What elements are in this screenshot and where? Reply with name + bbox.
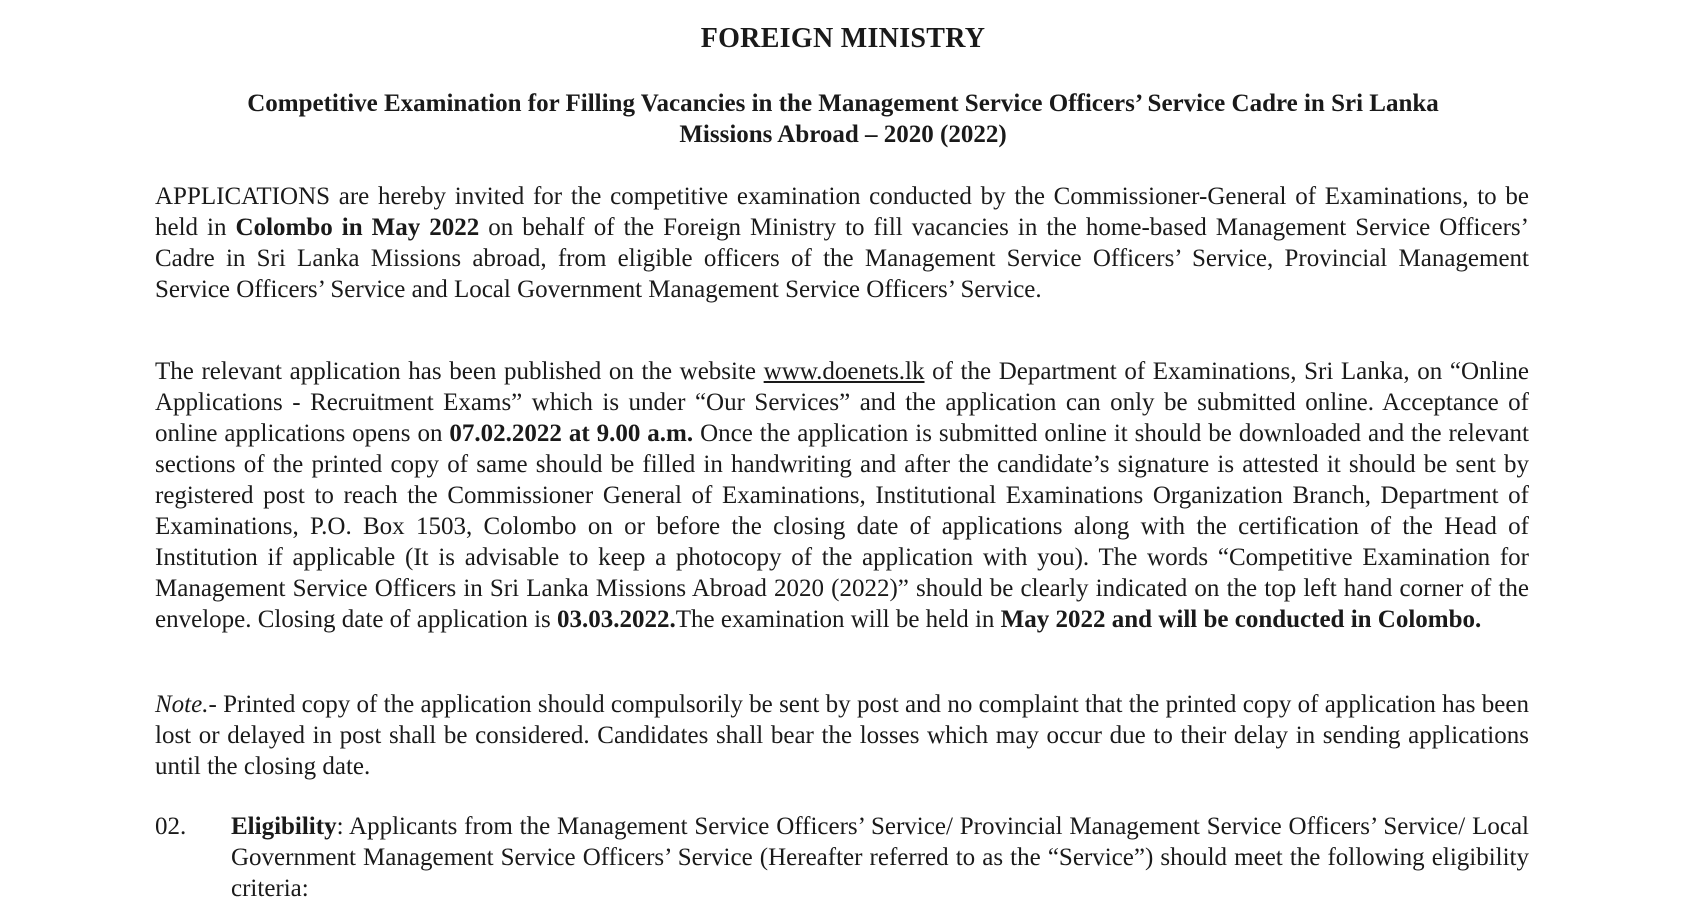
- invitation-paragraph: [155, 181, 1529, 305]
- note-text: - Printed copy of the application should compulsorily be sent by post and no complaint that the printed copy of application has been lost or delayed in post shall be considered. Candidates shall bear the losses which may occur due to their delay in sending applications until the closing date.: [155, 691, 1529, 780]
- instructions-text-2: of the Department of Examinations, Sri Lanka, on “Online Applications - Recruitment Exams” which is under “Our Services” and the application can only be submitted online. Acceptance of online applications opens on: [155, 358, 1529, 447]
- examination-subtitle: [160, 88, 1526, 150]
- invitation-text-1: APPLICATIONS are hereby invited for the competitive examination conducted by the Commissioner-General of Examinations, to be held in: [155, 183, 1529, 241]
- eligibility-paragraph: [231, 811, 1529, 904]
- exam-venue-date: Colombo in May 2022: [235, 214, 480, 241]
- page-title: FOREIGN MINISTRY: [700, 23, 986, 54]
- closing-date: 03.03.2022.: [557, 606, 676, 633]
- exam-schedule: May 2022 and will be conducted in Colombo.: [1000, 606, 1482, 633]
- application-instructions-paragraph: [155, 356, 1529, 635]
- subtitle-line-2: Missions Abroad – 2020 (2022): [679, 121, 1007, 148]
- section-number: 02.: [155, 813, 187, 840]
- instructions-text-4: The examination will be held in: [675, 606, 1001, 633]
- instructions-text-1: The relevant application has been published on the website: [155, 358, 764, 385]
- website-link[interactable]: www.doenets.lk: [763, 358, 925, 385]
- note-paragraph: [155, 689, 1529, 782]
- note-label: Note.: [155, 691, 209, 718]
- eligibility-heading: Eligibility: [231, 813, 337, 840]
- instructions-text-3: Once the application is submitted online it should be downloaded and the relevant sections of the printed copy of same should be filled in handwriting and after the candidate’s signature is attested it should be sent by registered post to reach the Commissioner General of Examinations, Institutional Examinations Organization Branch, Department of Examinations, P.O. Box 1503, Colombo on or before the closing date of applications along with the certification of the Head of Institution if applicable (It is advisable to keep a photocopy of the application with you). The words “Competitive Examination for Management Service Officers in Sri Lanka Missions Abroad 2020 (2022)” should be clearly indicated on the top left hand corner of the envelope. Closing date of application is: [155, 420, 1529, 633]
- eligibility-text: : Applicants from the Management Service Officers’ Service/ Provincial Management Service Officers’ Service/ Local Government Management Service Officers’ Service (Hereafter referred to as the “Service”) should meet the following eligibility criteria:: [231, 813, 1529, 902]
- application-open-date: 07.02.2022 at 9.00 a.m.: [449, 420, 694, 447]
- subtitle-line-1: Competitive Examination for Filling Vacancies in the Management Service Officers’ Service Cadre in Sri Lanka: [247, 90, 1439, 117]
- section-eligibility: [155, 811, 1529, 904]
- invitation-text-2: on behalf of the Foreign Ministry to fill vacancies in the home-based Management Service Officers’ Cadre in Sri Lanka Missions abroad, from eligible officers of the Management Service Officers’ Service, Provincial Management Service Officers’ Service and Local Government Management Service Officers’ Service.: [155, 214, 1529, 303]
